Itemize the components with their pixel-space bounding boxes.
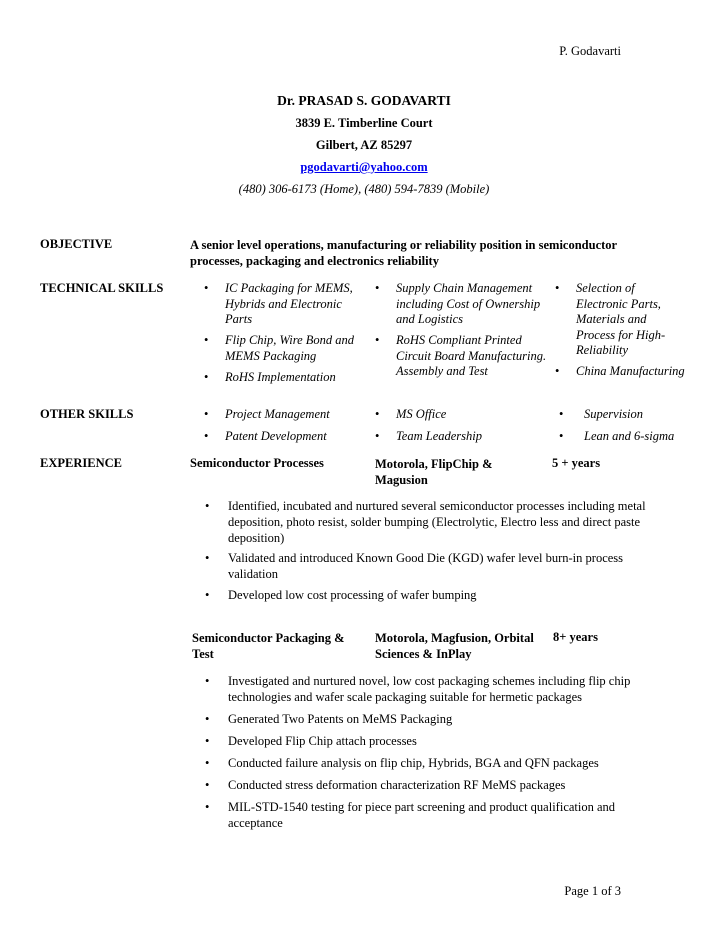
skill-text: RoHS Implementation bbox=[225, 370, 336, 384]
bullet-text: Generated Two Patents on MeMS Packaging bbox=[228, 712, 453, 726]
bullet-text: MIL-STD-1540 testing for piece part screening and product qualification and acceptance bbox=[228, 800, 616, 830]
bullet-text: Conducted failure analysis on flip chip, Hybrids, BGA and QFN packages bbox=[228, 756, 599, 770]
objective-text: A senior level operations, manufacturing or reliability position in semiconductor processes, packaging and electronics reliability bbox=[190, 238, 617, 268]
skill-item bbox=[204, 407, 375, 423]
bullet-icon: • bbox=[204, 333, 209, 347]
bullet-icon: • bbox=[205, 499, 210, 513]
skill-text: Team Leadership bbox=[396, 429, 483, 443]
skill-item bbox=[555, 281, 688, 359]
experience-bullet bbox=[205, 733, 668, 749]
candidate-name: Dr. PRASAD S. GODAVARTI bbox=[277, 93, 451, 108]
job-area: Semiconductor Packaging & Test bbox=[192, 631, 345, 661]
bullet-icon: • bbox=[205, 756, 210, 770]
city-state-zip: Gilbert, AZ 85297 bbox=[315, 138, 413, 152]
job-duration: 5 + years bbox=[552, 456, 601, 470]
bullet-icon: • bbox=[559, 407, 564, 421]
bullet-text: Investigated and nurtured novel, low cost packaging schemes including flip chip technologies and wafer scale packaging suitable for hermetic packages bbox=[228, 674, 631, 704]
skill-item bbox=[204, 281, 367, 328]
skill-item bbox=[559, 407, 724, 423]
skill-text: Selection of Electronic Parts, Materials and Process for High-Reliability bbox=[576, 281, 666, 357]
technical-skills-label: TECHNICAL SKILLS bbox=[40, 281, 164, 295]
skill-text: Supply Chain Management including Cost of Ownership and Logistics bbox=[396, 281, 541, 326]
bullet-icon: • bbox=[204, 281, 209, 295]
skill-item bbox=[555, 364, 688, 380]
skill-text: RoHS Compliant Printed Circuit Board Manufacturing. Assembly and Test bbox=[396, 333, 547, 378]
skill-item bbox=[375, 281, 556, 328]
email-link[interactable]: pgodavarti@yahoo.com bbox=[300, 160, 428, 174]
street-address: 3839 E. Timberline Court bbox=[295, 116, 433, 130]
bullet-icon: • bbox=[555, 281, 560, 295]
experience-label: EXPERIENCE bbox=[40, 456, 122, 470]
skill-item bbox=[559, 429, 724, 445]
bullet-icon: • bbox=[205, 551, 210, 565]
objective-label: OBJECTIVE bbox=[40, 237, 113, 251]
skill-text: Patent Development bbox=[225, 429, 327, 443]
bullet-icon: • bbox=[375, 429, 380, 443]
experience-bullet bbox=[205, 498, 668, 546]
bullet-text: Identified, incubated and nurtured several semiconductor processes including metal deposition, photo resist, solder bumping (Electrolytic, Electro less and direct paste deposition) bbox=[228, 499, 646, 545]
skill-item bbox=[375, 407, 546, 423]
skill-text: MS Office bbox=[396, 407, 447, 421]
bullet-icon: • bbox=[205, 588, 210, 602]
phone-numbers: (480) 306-6173 (Home), (480) 594-7839 (Mobile) bbox=[238, 182, 490, 196]
other-skills-label: OTHER SKILLS bbox=[40, 407, 134, 421]
bullet-icon: • bbox=[375, 333, 380, 347]
page-number: Page 1 of 3 bbox=[564, 884, 621, 898]
bullet-icon: • bbox=[559, 429, 564, 443]
bullet-text: Validated and introduced Known Good Die (KGD) wafer level burn-in process validation bbox=[228, 551, 624, 581]
skill-item bbox=[204, 370, 367, 386]
bullet-icon: • bbox=[205, 712, 210, 726]
skill-item bbox=[204, 333, 367, 364]
experience-bullet bbox=[205, 777, 668, 793]
experience-bullet bbox=[205, 755, 668, 771]
bullet-text: Developed low cost processing of wafer bumping bbox=[228, 588, 477, 602]
skill-text: Supervision bbox=[584, 407, 644, 421]
skill-item bbox=[375, 333, 556, 380]
running-header: P. Godavarti bbox=[559, 44, 621, 58]
bullet-icon: • bbox=[375, 407, 380, 421]
bullet-icon: • bbox=[205, 778, 210, 792]
experience-bullet bbox=[205, 550, 668, 582]
job-company: Motorola, FlipChip & Magusion bbox=[375, 457, 493, 487]
skill-text: Flip Chip, Wire Bond and MEMS Packaging bbox=[225, 333, 355, 363]
skill-text: Project Management bbox=[225, 407, 330, 421]
job-duration: 8+ years bbox=[553, 630, 598, 644]
bullet-text: Developed Flip Chip attach processes bbox=[228, 734, 417, 748]
bullet-icon: • bbox=[204, 407, 209, 421]
skill-item bbox=[204, 429, 375, 445]
skill-text: Lean and 6-sigma bbox=[584, 429, 675, 443]
job-area: Semiconductor Processes bbox=[190, 456, 324, 470]
bullet-icon: • bbox=[204, 370, 209, 384]
experience-bullet bbox=[205, 587, 668, 603]
bullet-icon: • bbox=[205, 734, 210, 748]
bullet-icon: • bbox=[555, 364, 560, 378]
experience-bullet bbox=[205, 799, 668, 831]
bullet-text: Conducted stress deformation characterization RF MeMS packages bbox=[228, 778, 566, 792]
skill-text: China Manufacturing bbox=[576, 364, 685, 378]
skill-text: IC Packaging for MEMS, Hybrids and Electronic Parts bbox=[225, 281, 353, 326]
experience-bullet bbox=[205, 711, 668, 727]
job-company: Motorola, Magfusion, Orbital Sciences & InPlay bbox=[375, 631, 534, 661]
experience-bullet bbox=[205, 673, 668, 705]
skill-item bbox=[375, 429, 546, 445]
bullet-icon: • bbox=[375, 281, 380, 295]
bullet-icon: • bbox=[204, 429, 209, 443]
bullet-icon: • bbox=[205, 674, 210, 688]
bullet-icon: • bbox=[205, 800, 210, 814]
